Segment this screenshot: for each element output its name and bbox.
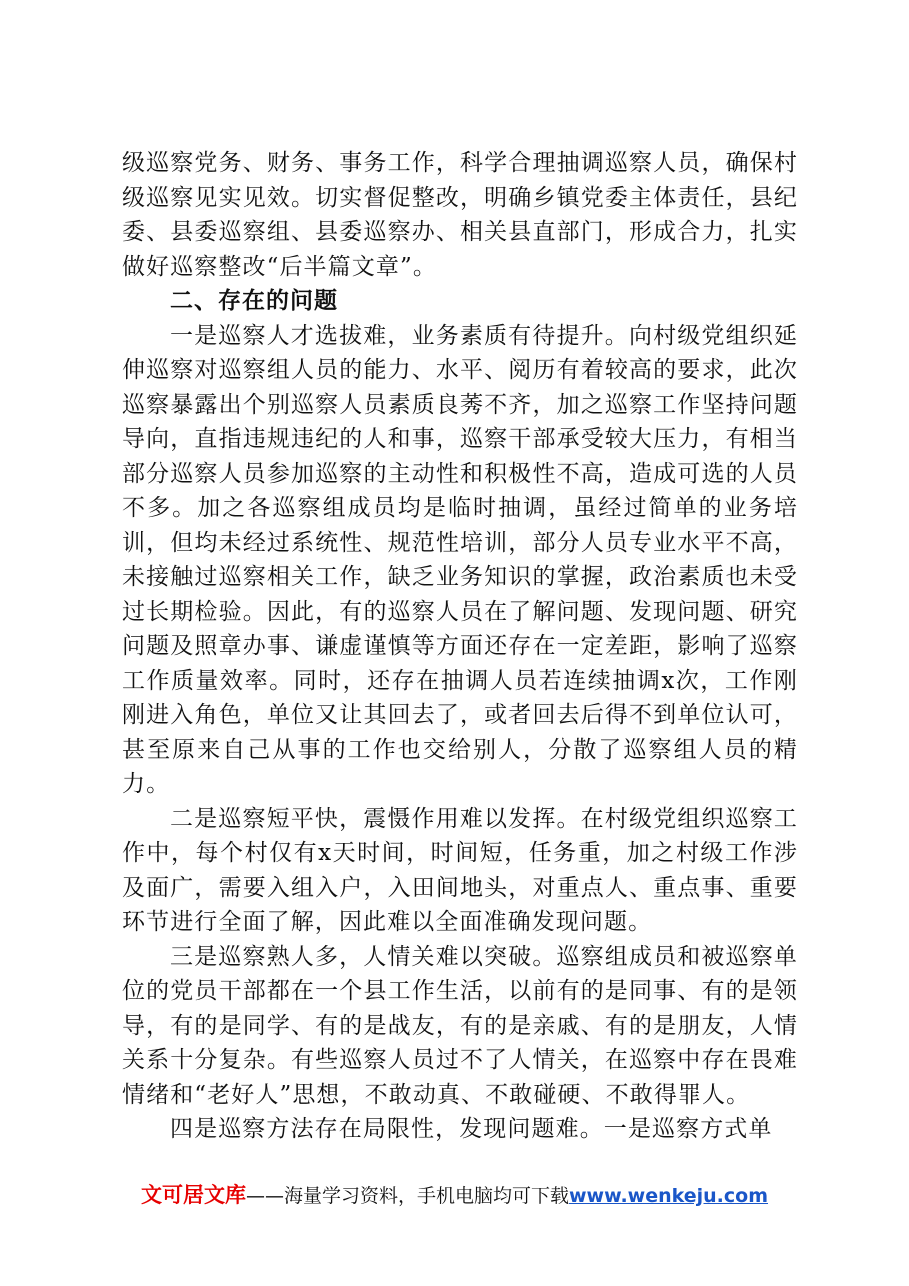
- paragraph-problem-1: 一是巡察人才选拔难，业务素质有待提升。向村级党组织延伸巡察对巡察组人员的能力、水平、阅历有着较高的要求，此次巡察暴露出个别巡察人员素质良莠不齐，加之巡察工作坚持问题导向，直指违规违纪的人和事，巡察干部承受较大压力，有相当部分巡察人员参加巡察的主动性和积极性不高，造成可选的人员不多。加之各巡察组成员均是临时抽调，虽经过简单的业务培训，但均未经过系统性、规范性培训，部分人员专业水平不高，未接触过巡察相关工作，缺乏业务知识的掌握，政治素质也未受过长期检验。因此，有的巡察人员在了解问题、发现问题、研究问题及照章办事、谦虚谨慎等方面还存在一定差距，影响了巡察工作质量效率。同时，还存在抽调人员若连续抽调x次，工作刚刚进入角色，单位又让其回去了，或者回去后得不到单位认可，甚至原来自己从事的工作也交给别人，分散了巡察组人员的精力。: [122, 322, 798, 797]
- paragraph-problem-4: 四是巡察方法存在局限性，发现问题难。一是巡察方式单: [170, 1116, 773, 1142]
- paragraph-problem-2: 二是巡察短平快，震慑作用难以发挥。在村级党组织巡察工作中，每个村仅有x天时间，时间短，任务重，加之村级工作涉及面广，需要入组入户，入田间地头，对重点人、重点事、重要环节进行全面了解，因此难以全面准确发现问题。: [122, 805, 798, 935]
- document-body: [122, 146, 798, 1147]
- footer-brand: 文可居文库: [140, 1183, 246, 1207]
- paragraph-problem-3: 三是巡察熟人多，人情关难以突破。巡察组成员和被巡察单位的党员干部都在一个县工作生活，以前有的是同事、有的是领导，有的是同学、有的是战友，有的是亲戚、有的是朋友，人情关系十分复杂。有些巡察人员过不了人情关，在巡察中存在畏难情绪和“老好人”思想，不敢动真、不敢碰硬、不敢得罪人。: [122, 943, 798, 1108]
- section-heading: 二、存在的问题: [170, 288, 338, 314]
- footer-link[interactable]: www.wenkeju.com: [569, 1185, 769, 1207]
- page-footer: [0, 1180, 909, 1211]
- footer-tagline: ——海量学习资料，手机电脑均可下载: [245, 1185, 569, 1207]
- paragraph-intro: 级巡察党务、财务、事务工作，科学合理抽调巡察人员，确保村级巡察见实见效。切实督促整改，明确乡镇党委主体责任，县纪委、县委巡察组、县委巡察办、相关县直部门，形成合力，扎实做好巡察整改“后半篇文章”。: [122, 150, 798, 280]
